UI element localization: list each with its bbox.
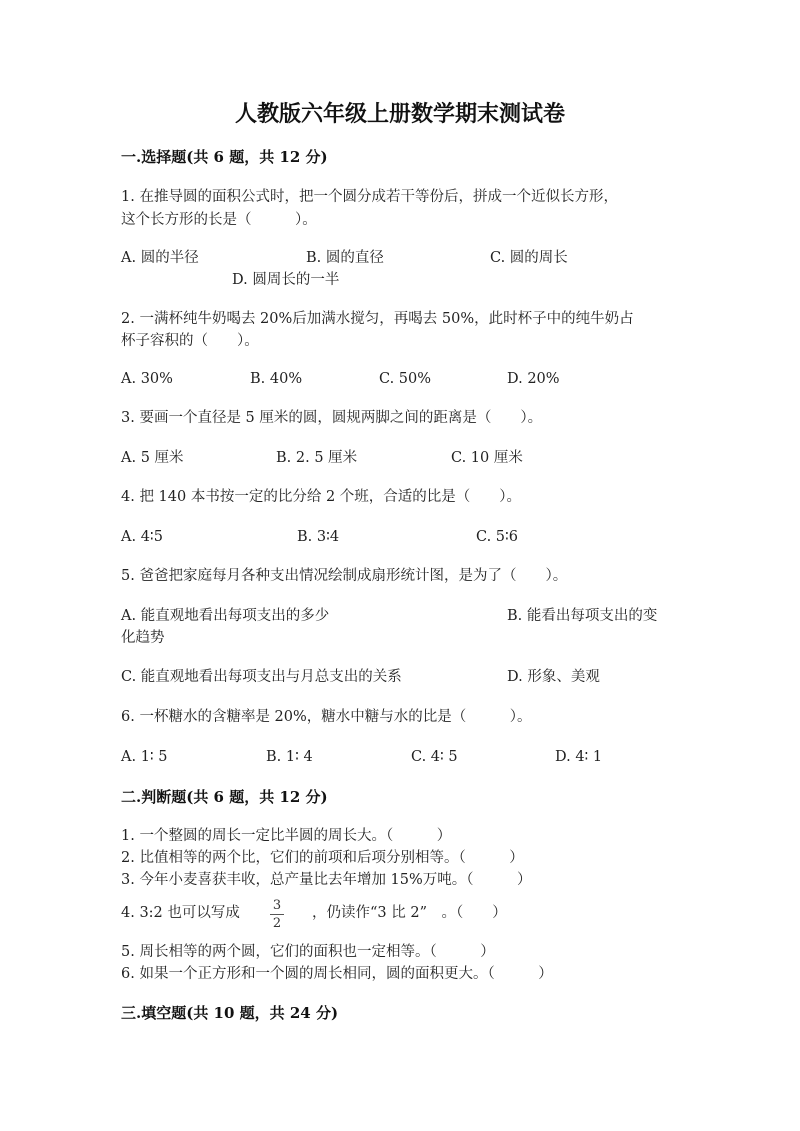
q1-option-d: D. 圆周长的一半 (232, 272, 340, 288)
q3-option-b: B. 2. 5 厘米 (276, 450, 358, 466)
q5-option-a: A. 能直观地看出每项支出的多少 (121, 608, 330, 624)
q3-text: 3. 要画一个直径是 5 厘米的圆，圆规两脚之间的距离是（ ）。 (121, 410, 543, 426)
judge-item-4-prefix: 4. 3:2 也可以写成 (121, 905, 240, 921)
q6-option-c: C. 4∶ 5 (411, 749, 458, 765)
q1-option-c: C. 圆的周长 (490, 250, 568, 266)
judge-item-2: 2. 比值相等的两个比，它们的前项和后项分别相等。（ ） (121, 850, 524, 866)
q6-text: 6. 一杯糖水的含糖率是 20%，糖水中糖与水的比是（ ）。 (121, 709, 532, 725)
q5-option-c: C. 能直观地看出每项支出与月总支出的关系 (121, 669, 402, 685)
q5-option-b-continued: 化趋势 (121, 630, 165, 646)
q2-option-a: A. 30% (121, 371, 173, 387)
q6-option-b: B. 1∶ 4 (266, 749, 313, 765)
q2-text-line1: 2. 一满杯纯牛奶喝去 20%后加满水搅匀，再喝去 50%，此时杯子中的纯牛奶占 (121, 311, 634, 327)
q1-option-b: B. 圆的直径 (306, 250, 384, 266)
q5-option-d: D. 形象、美观 (507, 669, 600, 685)
q2-option-b: B. 40% (250, 371, 303, 387)
q5-text: 5. 爸爸把家庭每月各种支出情况绘制成扇形统计图，是为了（ ）。 (121, 568, 568, 584)
q4-option-c: C. 5∶6 (476, 529, 519, 545)
q6-option-d: D. 4∶ 1 (555, 749, 603, 765)
judge-item-6: 6. 如果一个正方形和一个圆的周长相同，圆的面积更大。（ ） (121, 966, 553, 982)
fraction-bar (270, 914, 284, 915)
section-2-heading: 二.判断题(共 6 题，共 12 分) (121, 788, 328, 806)
q3-option-c: C. 10 厘米 (451, 450, 523, 466)
q1-text-line1: 1. 在推导圆的面积公式时，把一个圆分成若干等份后，拼成一个近似长方形， (121, 189, 618, 205)
fraction-numerator: 3 (272, 898, 282, 913)
page-title: 人教版六年级上册数学期末测试卷 (234, 101, 565, 127)
q5-option-b: B. 能看出每项支出的变 (507, 608, 658, 624)
q6-option-a: A. 1∶ 5 (121, 749, 168, 765)
fraction-three-halves (270, 898, 284, 931)
q2-option-d: D. 20% (507, 371, 560, 387)
q3-option-a: A. 5 厘米 (121, 450, 184, 466)
q2-option-c: C. 50% (379, 371, 432, 387)
q1-option-a: A. 圆的半径 (121, 250, 199, 266)
q2-text-line2: 杯子容积的（ ）。 (121, 333, 259, 349)
section-3-heading: 三.填空题(共 10 题，共 24 分) (121, 1004, 339, 1022)
fraction-denominator: 2 (272, 916, 282, 931)
section-1-heading: 一.选择题(共 6 题，共 12 分) (121, 148, 328, 166)
judge-item-4-suffix: ，仍读作“3 比 2” 。（ ） (312, 905, 507, 921)
q1-text-line2: 这个长方形的长是（ ）。 (121, 212, 317, 228)
judge-item-1: 1. 一个整圆的周长一定比半圆的周长大。（ ） (121, 828, 452, 844)
q4-text: 4. 把 140 本书按一定的比分给 2 个班，合适的比是（ ）。 (121, 489, 522, 505)
q4-option-a: A. 4∶5 (121, 529, 163, 545)
judge-item-5: 5. 周长相等的两个圆，它们的面积也一定相等。（ ） (121, 944, 495, 960)
judge-item-3: 3. 今年小麦喜获丰收，总产量比去年增加 15%万吨。（ ） (121, 872, 532, 888)
q4-option-b: B. 3∶4 (297, 529, 340, 545)
